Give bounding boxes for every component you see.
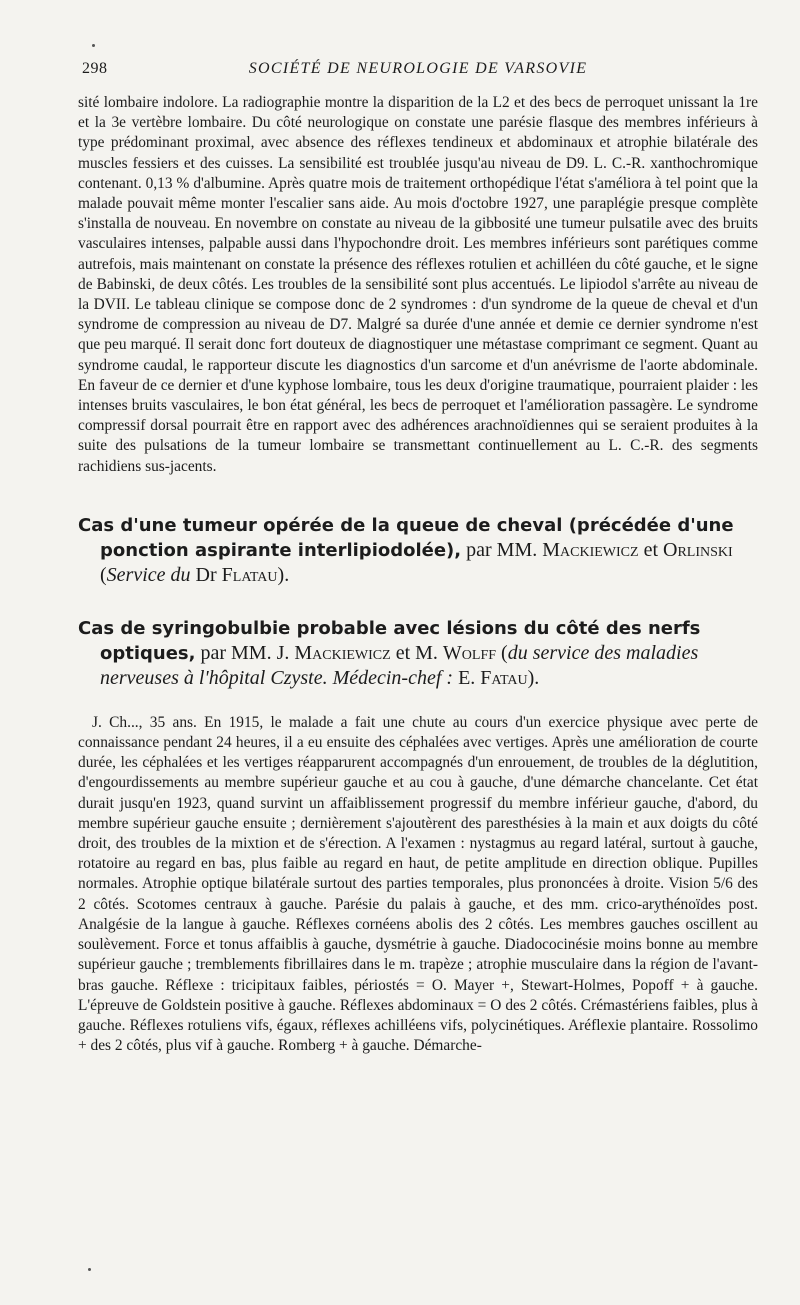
byline-conjunction: et: [643, 538, 658, 561]
author-name: Mackiewicz: [294, 641, 391, 664]
author-name: Orlinski: [663, 538, 733, 561]
page-speck-bottom: [88, 1268, 91, 1271]
service-name: Flatau: [221, 563, 278, 586]
running-head: [78, 52, 758, 82]
byline-prefix: par MM. J.: [200, 641, 290, 664]
article-heading-tumeur-queue-de-cheval: [78, 513, 758, 588]
article-heading-syringobulbie: [78, 616, 758, 691]
page: [78, 52, 758, 1056]
author-name: Wolff: [442, 641, 497, 664]
service-label: Service du: [106, 563, 191, 586]
byline-prefix: par MM.: [466, 538, 538, 561]
page-number: 298: [82, 60, 108, 77]
continued-case-paragraph: sité lombaire indolore. La radiographie montre la disparition de la L2 et des becs de perroquet unissant la 1re et la 3e vertèbre lombaire. Du côté neurologique on constate une parésie flasque des membres inférieurs à type prédominant proximal, avec absence des réflexes tendineux et abdominaux et atrophie bilatérale des muscles fessiers et des cuisses. La sensibilité est troublée jusqu'au niveau de D9. L. C.-R. xanthochromique contenant. 0,13 % d'albumine. Après quatre mois de traitement orthopédique l'état s'améliora à tel point que la malade pouvait même monter l'escalier sans aide. Au mois d'octobre 1927, une paraplégie presque complète s'installa de nouveau. En novembre on constate au niveau de la gibbosité une tumeur pulsatile avec des bruits vasculaires intenses, palpable aussi dans l'hypochondre droit. Les membres inférieurs sont parétiques comme autrefois, mais maintenant on constate la présence des réflexes rotulien et achilléen du côté gauche, et le signe de Babinski, de deux côtés. Les troubles de la sensibilité sont plus accentués. Le lipiodol s'arrête au niveau de la DVII. Le tableau clinique se compose donc de 2 syndromes : d'un syndrome de la queue de cheval et d'un syndrome de compression au niveau de D7. Malgré sa durée d'une année et demie ce dernier syndrome n'est que peu marqué. Il serait donc fort douteux de diagnostiquer une métastase comprimant ce segment. Quant au syndrome caudal, le rapporteur discute les diagnostics d'un sarcome et d'un anévrisme de l'aorte abdominale. En faveur de ce dernier et d'une kyphose lombaire, tous les deux d'origine traumatique, pourraient plaider : les intenses bruits vasculaires, le bon état général, les becs de perroquet et l'amélioration passagère. Le syndrome compressif dorsal pourrait être en rapport avec des adhérences arachnoïdiennes qui se seraient produites à la suite des pulsations de la tumeur lombaire se transmettant continuellement au L. C.-R. des segments rachidiens sus-jacents.: [78, 94, 758, 475]
article-title: Cas de syringobulbie probable avec lésions du côté des nerfs optiques,: [78, 617, 701, 664]
chief-initial: E.: [458, 666, 476, 689]
byline: par MM. Mackiewicz et Orlinski (Service du Dr Flatau).: [100, 538, 733, 586]
chief-name: Fatau: [480, 666, 528, 689]
byline: par MM. J. Mackiewicz et M. Wolff (du service des maladies nerveuses à l'hôpital Czyste. Médecin-chef : E. Fatau).: [100, 641, 699, 689]
page-speck-top: [92, 44, 95, 47]
author-name: Mackiewicz: [542, 538, 639, 561]
case-report-paragraph: J. Ch..., 35 ans. En 1915, le malade a fait une chute au cours d'un exercice physique avec perte de connaissance pendant 24 heures, il a eu ensuite des céphalées avec vertiges. Après une amélioration de courte durée, les céphalées et les vertiges réapparurent accompagnés d'un enrouement, de troubles de la déglutition, d'engourdissements au membre supérieur gauche et au cou à gauche, d'une démarche chancelante. Cet état durait jusqu'en 1923, quand survint un affaiblissement progressif du membre inférieur gauche, d'abord, du membre supérieur gauche ensuite ; dernièrement s'ajoutèrent des paresthésies à la main et aux doigts du côté droit, des troubles de la mixtion et de s'érection. A l'examen : nystagmus au regard latéral, surtout à gauche, rotatoire au regard en bas, plus faible au regard en haut, de petite amplitude en direction oblique. Pupilles normales. Atrophie optique bilatérale surtout des parties temporales, plus prononcées à droite. Vision 5/6 des 2 côtés. Scotomes centraux à gauche. Parésie du palais à gauche, et des mm. crico-arythénoïdes post. Analgésie de la langue à gauche. Réflexes cornéens abolis des 2 côtés. Les membres gauches oscillent au soulèvement. Force et tonus affaiblis à gauche, dysmétrie à gauche. Diadococinésie moins bonne au membre supérieur gauche ; tremblements fibrillaires dans le m. trapèze ; atrophie musculaire dans la région de l'avant-bras gauche. Réflexe : tricipitaux faibles, périostés = O. Mayer +, Stewart-Holmes, Popoff + à gauche. L'épreuve de Goldstein positive à gauche. Réflexes abdominaux = O des 2 côtés. Crémastériens faibles, plus à gauche. Réflexes rotuliens vifs, égaux, réflexes achilléens vifs, polycinétiques. Aréflexie plantaire. Rossolimo + des 2 côtés, plus vif à gauche. Romberg + à gauche. Démarche-: [78, 713, 758, 1055]
service-title: Dr: [195, 563, 217, 586]
service-description: du service des maladies nerveuses à l'hôpital Czyste. Médecin-chef :: [100, 641, 699, 689]
byline-conjunction: et M.: [395, 641, 438, 664]
article-title: Cas d'une tumeur opérée de la queue de cheval (précédée d'une ponction aspirante interlipiodolée),: [78, 514, 734, 561]
journal-title: SOCIÉTÉ DE NEUROLOGIE DE VARSOVIE: [248, 60, 588, 77]
